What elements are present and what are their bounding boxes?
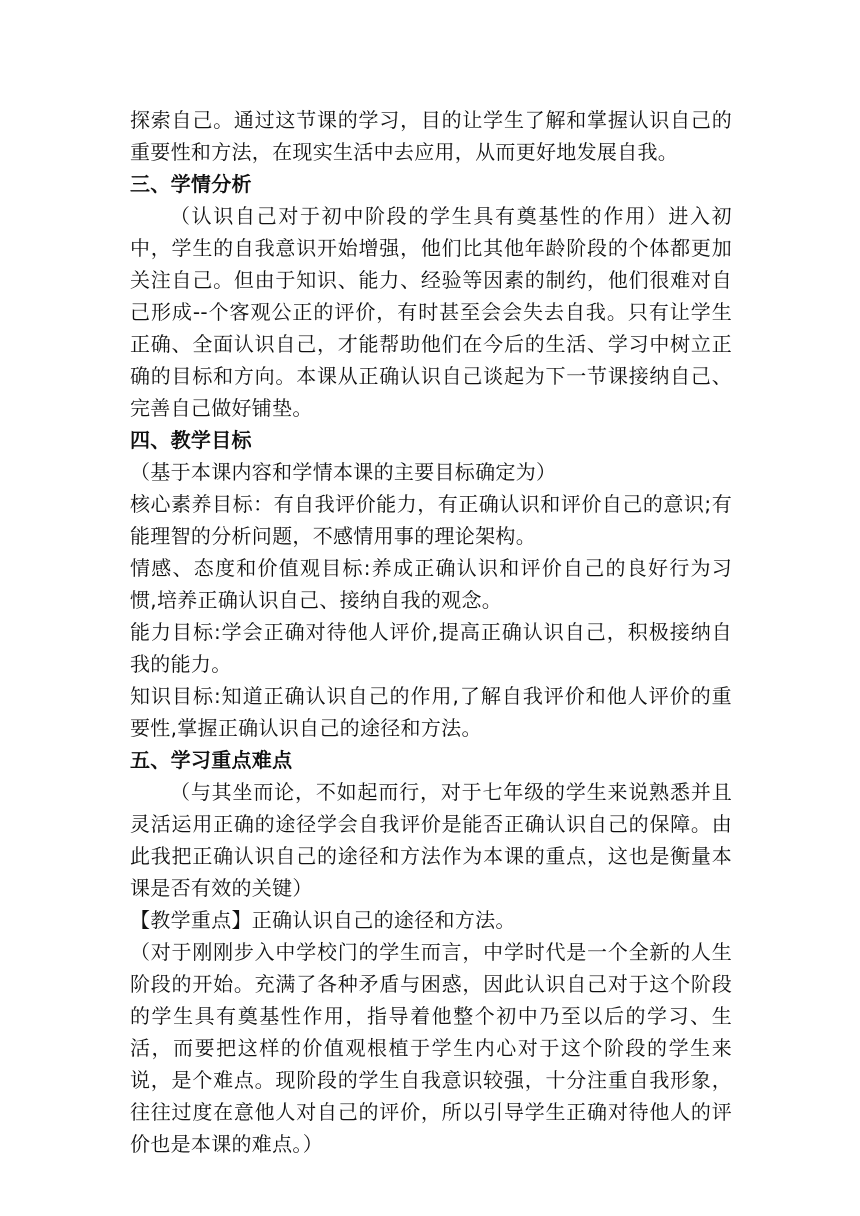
paragraph-goals-intro: （基于本课内容和学情本课的主要目标确定为） bbox=[130, 460, 557, 484]
paragraph-learner-analysis: （认识自己对于初中阶段的学生具有奠基性的作用）进入初中，学生的自我意识开始增强，他们比其他年龄阶段的个体都更加关注自己。但由于知识、能力、经验等因素的制约，他们很难对自己形成--个客观公正的评价，有时甚至会会失去自我。只有让学生正确、全面认识自己，才能帮助他们在今后的生活、学习中树立正确的目标和方向。本课从正确认识自己谈起为下一节课接纳自己、完善自己做好铺垫。 bbox=[130, 204, 732, 420]
section-heading-teaching-goals: 四、教学目标 bbox=[130, 428, 252, 452]
document-page bbox=[130, 104, 732, 1160]
paragraph-intro-continued: 探索自己。通过这节课的学习，目的让学生了解和掌握认识自己的重要性和方法，在现实生活中去应用，从而更好地发展自我。 bbox=[130, 108, 732, 164]
paragraph-core-literacy-goal: 核心素养目标：有自我评价能力，有正确认识和评价自己的意识;有能理智的分析问题，不感情用事的理论架构。 bbox=[130, 492, 732, 548]
paragraph-difficult-point: （对于刚刚步入中学校门的学生而言，中学时代是一个全新的人生阶段的开始。充满了各种矛盾与困惑，因此认识自己对于这个阶段的学生具有奠基性作用，指导着他整个初中乃至以后的学习、生活，而要把这样的价值观根植于学生内心对于这个阶段的学生来说，是个难点。现阶段的学生自我意识较强，十分注重自我形象，往往过度在意他人对自己的评价，所以引导学生正确对待他人的评价也是本课的难点。） bbox=[130, 940, 732, 1156]
paragraph-emotion-attitude-goal: 情感、态度和价值观目标:养成正确认识和评价自己的良好行为习惯,培养正确认识自己、接纳自我的观念。 bbox=[130, 556, 732, 612]
paragraph-knowledge-goal: 知识目标:知道正确认识自己的作用,了解自我评价和他人评价的重要性,掌握正确认识自己的途径和方法。 bbox=[130, 684, 732, 740]
paragraph-ability-goal: 能力目标:学会正确对待他人评价,提高正确认识自己，积极接纳自我的能力。 bbox=[130, 620, 732, 676]
paragraph-key-points-rationale: （与其坐而论，不如起而行，对于七年级的学生来说熟悉并且灵活运用正确的途径学会自我评价是能否正确认识自己的保障。由此我把正确认识自己的途径和方法作为本课的重点，这也是衡量本课是否有效的关键） bbox=[130, 780, 732, 900]
section-heading-learner-analysis: 三、学情分析 bbox=[130, 172, 252, 196]
paragraph-teaching-key-point: 【教学重点】正确认识自己的途径和方法。 bbox=[130, 908, 516, 932]
section-heading-key-difficult-points: 五、学习重点难点 bbox=[130, 748, 293, 772]
